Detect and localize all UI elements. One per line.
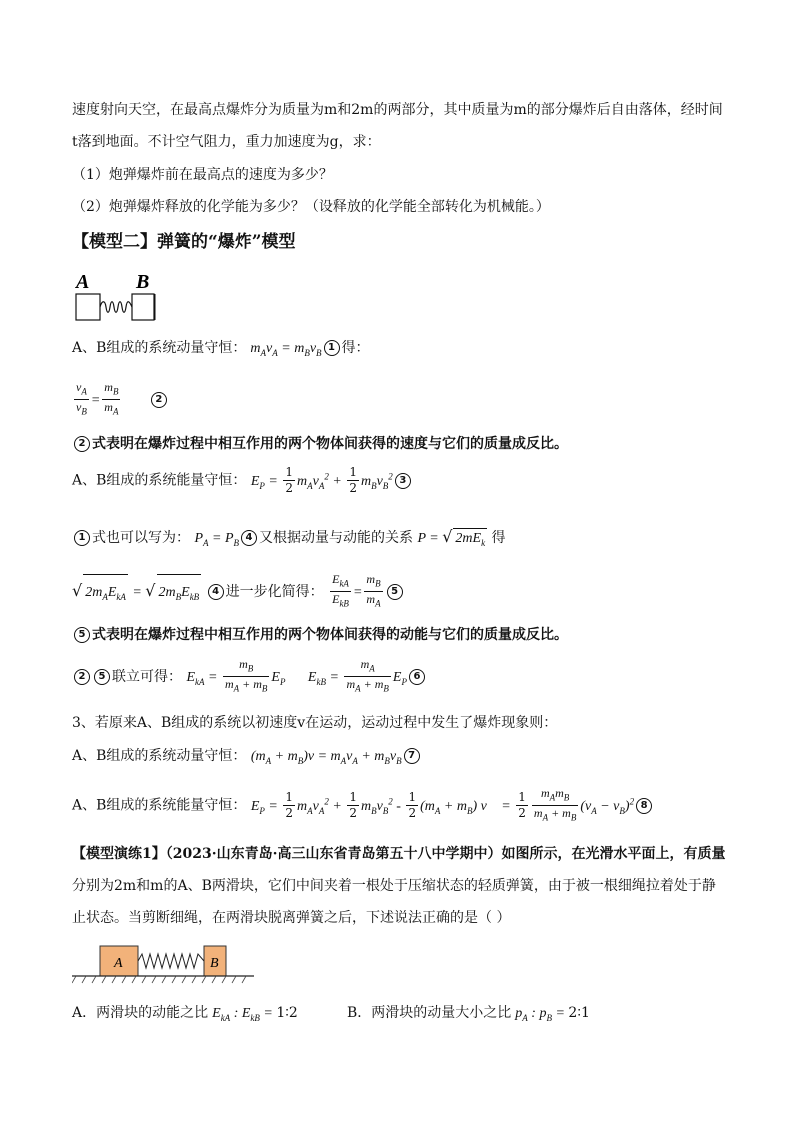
- section-heading: 【模型二】弹簧的“爆炸”模型: [72, 232, 296, 252]
- combined-line: 2 5 联立可得： $E_{kA}$ = $\frac{m_B}{m_A + m_B}$ $E_P$ $E_{kB}$ = $\frac{m_A}{m_A + m_B}$ $E_P$ 6: [72, 657, 427, 700]
- option-b: B．两滑块的动量大小之比 $p_A$ : $p_B$ = 2∶1: [347, 1005, 590, 1023]
- example-line-3: 止状态。当剪断细绳，在两滑块脱离弹簧之后，下述说法正确的是（ ）: [72, 910, 511, 926]
- note-velocity: 2 式表明在爆炸过程中相互作用的两个物体间获得的速度与它们的质量成反比。: [72, 434, 568, 454]
- moving-energy-line: A、B组成的系统能量守恒： $E_P$ = $\frac{1}{2}$ $m_Av_A^2$ + $\frac{1}{2}$ $m_Bv_B^2$ - $\frac{1}{2}$ $(m_A + m_B) v$ = $\frac{1}{2}$ $\frac{m_Am_B}{m_A + m_B}$ $(v_A - v_B)^2$ 8: [72, 783, 654, 828]
- spring-figure-2: [72, 942, 262, 988]
- problem-text-line-2: t落到地面。不计空气阻力，重力加速度为g，求：: [72, 134, 381, 150]
- momentum-kinetic-line: 1 式也可以写为： $P_A = P_B$ 4 又根据动量与动能的关系 P = √ $2mE_k$ 得: [72, 527, 506, 553]
- problem-text-line-1: 速度射向天空，在最高点爆炸分为质量为m和2m的两部分，其中质量为m的部分爆炸后自由落体，经时间: [72, 102, 723, 118]
- fig1-label-b: B: [136, 271, 150, 293]
- velocity-ratio-line: $\frac{v_A}{v_B}$ = $\frac{m_B}{m_A}$ 2: [72, 380, 169, 420]
- spring-figure-1: [74, 270, 158, 324]
- kinetic-ratio-line: √ $2m_AE_{kA}$ = √ $2m_BE_{kB}$ 4 进一步化简得： $\frac{E_{kA}}{E_{kB}}$ = $\frac{m_B}{m_A}$ 5: [72, 572, 405, 615]
- fig2-label-a: A: [114, 956, 123, 971]
- question-2: （2）炮弹爆炸释放的化学能为多少？（设释放的化学能全部转化为机械能。）: [72, 199, 550, 215]
- note-kinetic: 5 式表明在爆炸过程中相互作用的两个物体间获得的动能与它们的质量成反比。: [72, 625, 568, 645]
- example-line-1: 【模型演练1】（2023·山东青岛·高三山东省青岛第五十八中学期中）如图所示，在光滑水平面上，有质量: [72, 846, 726, 862]
- energy-line: A、B组成的系统能量守恒： $E_P$ = $\frac{1}{2}$ $m_Av_A^2$ + $\frac{1}{2}$ $m_Bv_B^2$ 3: [72, 458, 413, 503]
- moving-momentum-line: A、B组成的系统动量守恒： $(m_A + m_B)v = m_Av_A + m_Bv_B$ 7: [72, 746, 422, 771]
- moving-system-line: 3、若原来A、B组成的系统以初速度v在运动，运动过程中发生了爆炸现象则：: [72, 715, 558, 731]
- example-line-2: 分别为2m和m的A、B两滑块，它们中间夹着一根处于压缩状态的轻质弹簧，由于被一根细绳拉着处于静: [72, 878, 716, 894]
- question-1: （1）炮弹爆炸前在最高点的速度为多少？: [72, 167, 333, 183]
- option-a: A．两滑块的动能之比 $E_{kA}$ : $E_{kB}$ = 1∶2: [72, 1005, 298, 1023]
- fig1-label-a: A: [76, 271, 90, 293]
- momentum-line: A、B组成的系统动量守恒： $m_Av_A = m_Bv_B$ 1 得：: [72, 340, 370, 358]
- fig2-label-b: B: [210, 956, 219, 971]
